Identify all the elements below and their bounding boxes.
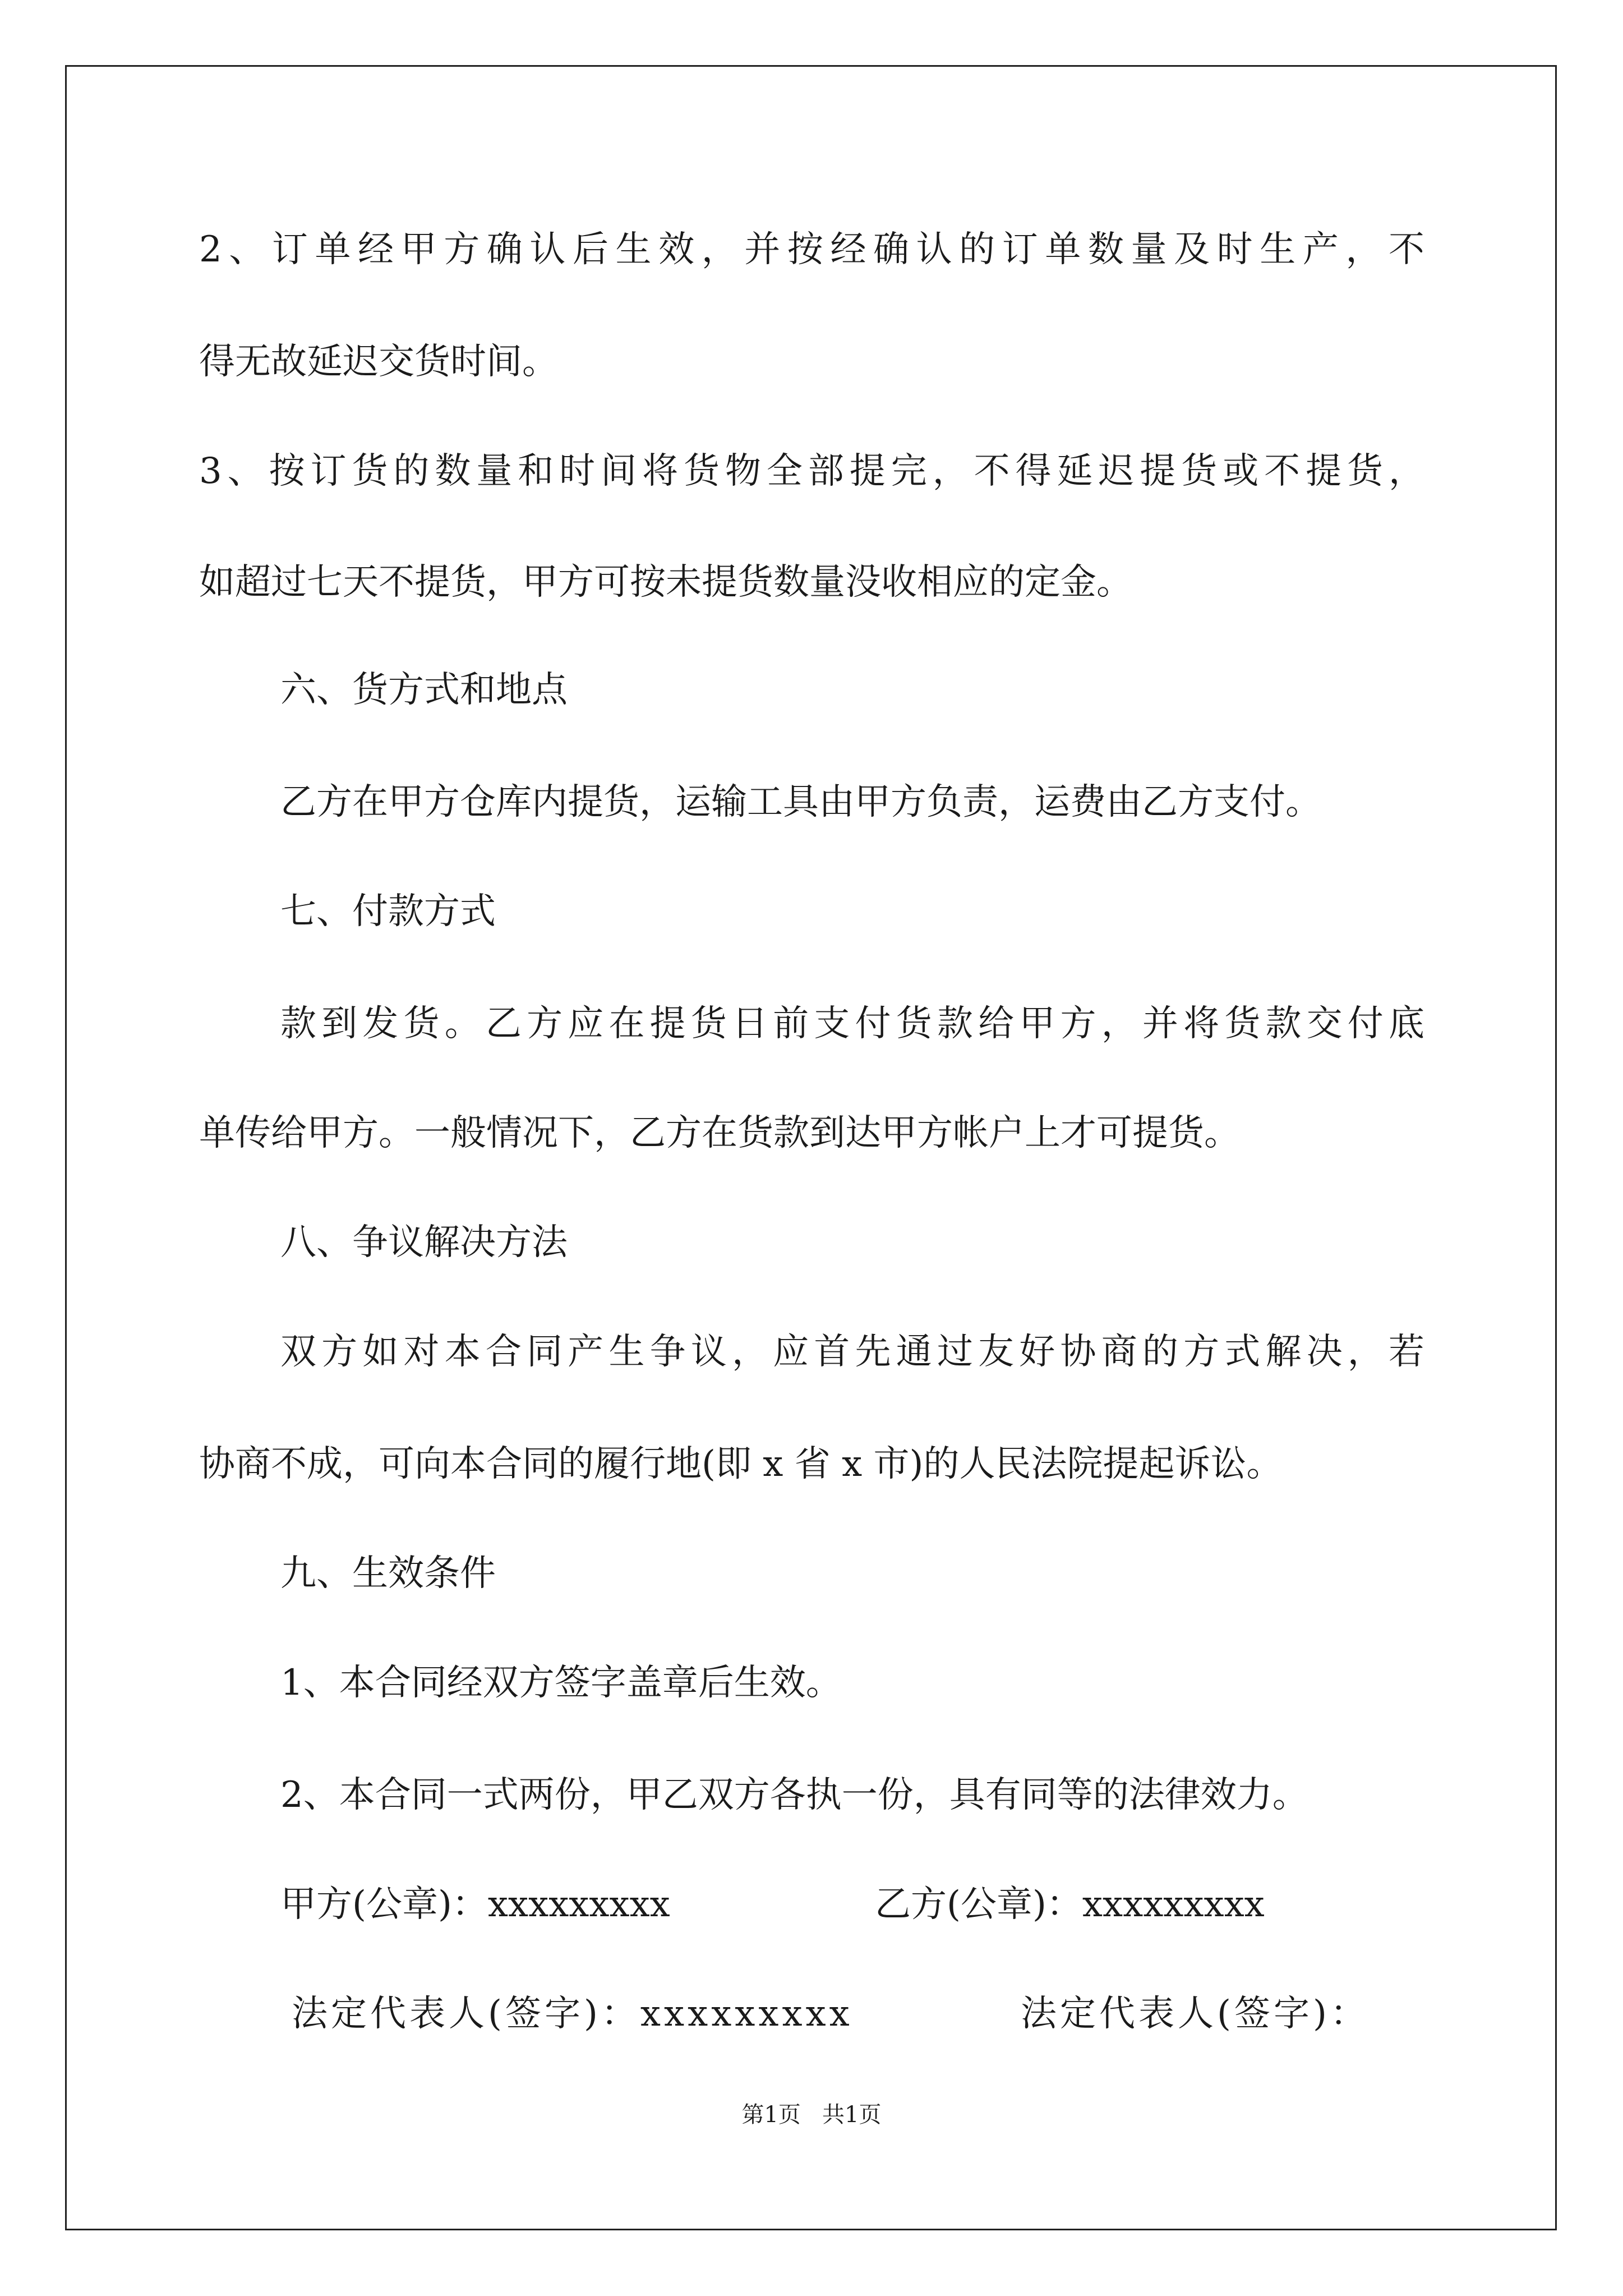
section-heading: 八、争议解决方法 bbox=[280, 1222, 568, 1263]
party-a-representative: 法定代表人(签字)：xxxxxxxxx bbox=[292, 1993, 853, 2035]
paragraph-line: 单传给甲方。一般情况下，乙方在货款到达甲方帐户上才可提货。 bbox=[199, 1112, 1240, 1154]
party-a-seal: 甲方(公章)：xxxxxxxxx bbox=[280, 1884, 670, 1925]
paragraph-line: 3、按订货的数量和时间将货物全部提完，不得延迟提货或不提货， bbox=[199, 450, 1424, 492]
paragraph-line: 乙方在甲方仓库内提货，运输工具由甲方负责，运费由乙方支付。 bbox=[280, 781, 1321, 823]
page-footer: 第1页 共1页 bbox=[741, 2102, 882, 2128]
paragraph-line: 2、订单经甲方确认后生效，并按经确认的订单数量及时生产，不 bbox=[199, 229, 1424, 270]
party-b-representative: 法定代表人(签字)： bbox=[1021, 1993, 1370, 2035]
paragraph-line: 如超过七天不提货，甲方可按未提货数量没收相应的定金。 bbox=[199, 562, 1132, 603]
paragraph-line: 协商不成，可向本合同的履行地(即 x 省 x 市)的人民法院提起诉讼。 bbox=[199, 1443, 1283, 1485]
paragraph-line: 1、本合同经双方签字盖章后生效。 bbox=[280, 1662, 842, 1704]
paragraph-line: 双方如对本合同产生争议，应首先通过友好协商的方式解决，若 bbox=[280, 1331, 1424, 1373]
paragraph-line: 款到发货。乙方应在提货日前支付货款给甲方，并将货款交付底 bbox=[280, 1003, 1424, 1045]
paragraph-line: 2、本合同一式两份，甲乙双方各执一份，具有同等的法律效力。 bbox=[280, 1774, 1308, 1816]
section-heading: 九、生效条件 bbox=[280, 1553, 496, 1594]
paragraph-line: 得无故延迟交货时间。 bbox=[199, 341, 558, 383]
section-heading: 七、付款方式 bbox=[280, 891, 496, 932]
section-heading: 六、货方式和地点 bbox=[280, 669, 568, 711]
party-b-seal: 乙方(公章)：xxxxxxxxx bbox=[875, 1884, 1265, 1925]
